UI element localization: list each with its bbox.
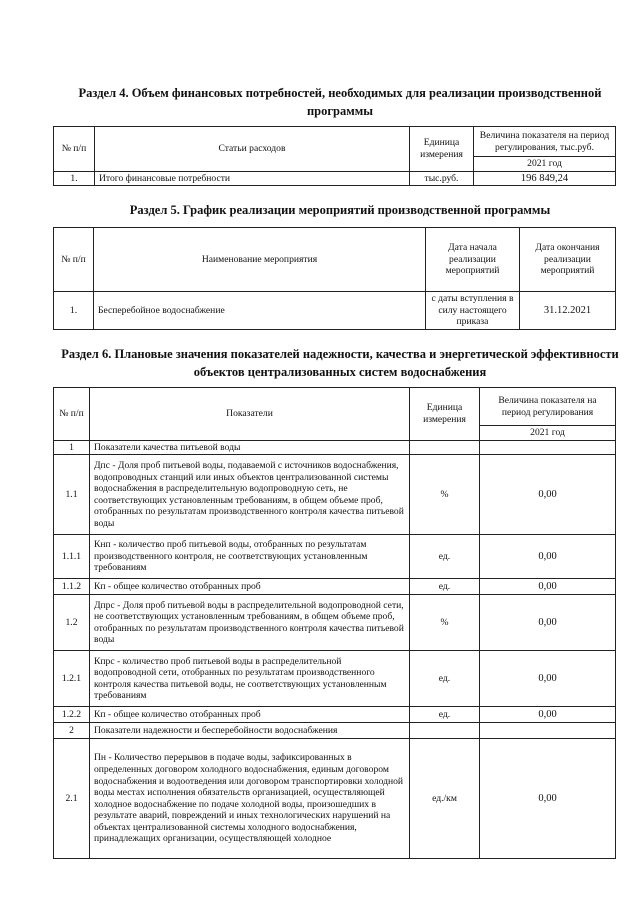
row-unit: тыс.руб. [410,171,474,186]
s4-header-item: Статьи расходов [95,127,410,172]
row-value [480,440,616,455]
row-value: 0,00 [480,651,616,707]
section6-table [53,387,616,859]
s6-header-unit: Единица измерения [410,388,480,441]
row-num: 1. [54,292,94,330]
row-item: Итого финансовые потребности [95,171,410,186]
table-row [54,595,616,651]
row-value: 0,00 [480,595,616,651]
s6-header-year: 2021 год [480,426,616,441]
table-row [54,440,616,455]
row-value: 0,00 [480,455,616,535]
section5-table [53,227,616,330]
row-text: Кнп - количество проб питьевой воды, отобранных по результатам производственного контроля, не соответствующих установленным требованиям [90,535,410,579]
table-row [54,535,616,579]
row-text: Дпс - Доля проб питьевой воды, подаваемой с источников водоснабжения, водопроводных станций или иных объектов централизованной системы водоснабжения в распределительную водопроводную сеть, не соответствующих установленным требованиям, в общем объеме проб, отобранных по результатам производственного контроля качества питьевой воды [90,455,410,535]
row-unit: ед. [410,535,480,579]
row-value: 0,00 [480,579,616,595]
s4-header-year: 2021 год [474,157,616,172]
section4-table [53,126,616,186]
row-text: Показатели надежности и бесперебойности водоснабжения [90,723,410,739]
row-value: 0,00 [480,535,616,579]
s6-header-num: № п/п [54,388,90,441]
row-num: 1.1.1 [54,535,90,579]
row-num: 1.2.1 [54,651,90,707]
row-text: Кп - общее количество отобранных проб [90,579,410,595]
row-num: 1.1 [54,455,90,535]
row-unit [410,440,480,455]
row-text: Кп - общее количество отобранных проб [90,707,410,723]
s5-header-end: Дата окончания реализации мероприятий [520,228,616,292]
table-row [54,171,616,186]
s6-header-value: Величина показателя на период регулирования [480,388,616,426]
row-num: 1.1.2 [54,579,90,595]
row-text: Пн - Количество перерывов в подаче воды, зафиксированных в определенных договором холодного водоснабжения, единым договором водоснабжения и водоотведения или договором транспортировки холодной воды местах исполнения обязательств организацией, осуществляющей холодное водоснабжение по подаче холодной воды, произошедших в результате аварий, повреждений и иных технологических нарушений на объектах централизованной системы холодного водоснабжения, принадлежащих организации, осуществляющей холодное [90,739,410,859]
s5-header-start: Дата начала реализации мероприятий [426,228,520,292]
row-unit: ед. [410,579,480,595]
row-num: 1.2 [54,595,90,651]
row-unit: ед. [410,651,480,707]
section4-title: Раздел 4. Объем финансовых потребностей, необходимых для реализации производственной программы [78,86,602,118]
row-unit: ед. [410,707,480,723]
s4-header-value: Величина показателя на период регулирования, тыс.руб. [474,127,616,157]
row-num: 1. [54,171,95,186]
table-row [54,723,616,739]
row-num: 1 [54,440,90,455]
s5-header-name: Наименование мероприятия [94,228,426,292]
row-text: Показатели качества питьевой воды [90,440,410,455]
row-unit: % [410,455,480,535]
table-row [54,579,616,595]
row-unit: ед./км [410,739,480,859]
row-start: с даты вступления в силу настоящего приказа [426,292,520,330]
table-row [54,707,616,723]
row-value: 0,00 [480,739,616,859]
table-row [54,739,616,859]
table-row [54,455,616,535]
row-num: 2.1 [54,739,90,859]
table-row [54,651,616,707]
s5-header-num: № п/п [54,228,94,292]
row-end: 31.12.2021 [520,292,616,330]
section6-title: Раздел 6. Плановые значения показателей надежности, качества и энергетической эффективности объектов централизованных систем водоснабжения [61,347,619,379]
row-value: 196 849,24 [474,171,616,186]
table-row [54,292,616,330]
section5-title: Раздел 5. График реализации мероприятий производственной программы [129,203,551,217]
s6-header-indicators: Показатели [90,388,410,441]
row-unit: % [410,595,480,651]
row-value: 0,00 [480,707,616,723]
s4-header-unit: Единица измерения [410,127,474,172]
row-num: 2 [54,723,90,739]
row-text: Кпрс - количество проб питьевой воды в распределительной водопроводной сети, отобранных по результатам производственного контроля качества питьевой воды, не соответствующих установленным требованиям [90,651,410,707]
row-text: Дпрс - Доля проб питьевой воды в распределительной водопроводной сети, не соответствующих установленным требованиям, в общем объеме проб, отобранных по результатам производственного контроля качества питьевой воды [90,595,410,651]
s4-header-num: № п/п [54,127,95,172]
row-value [480,723,616,739]
row-name: Бесперебойное водоснабжение [94,292,426,330]
row-num: 1.2.2 [54,707,90,723]
row-unit [410,723,480,739]
